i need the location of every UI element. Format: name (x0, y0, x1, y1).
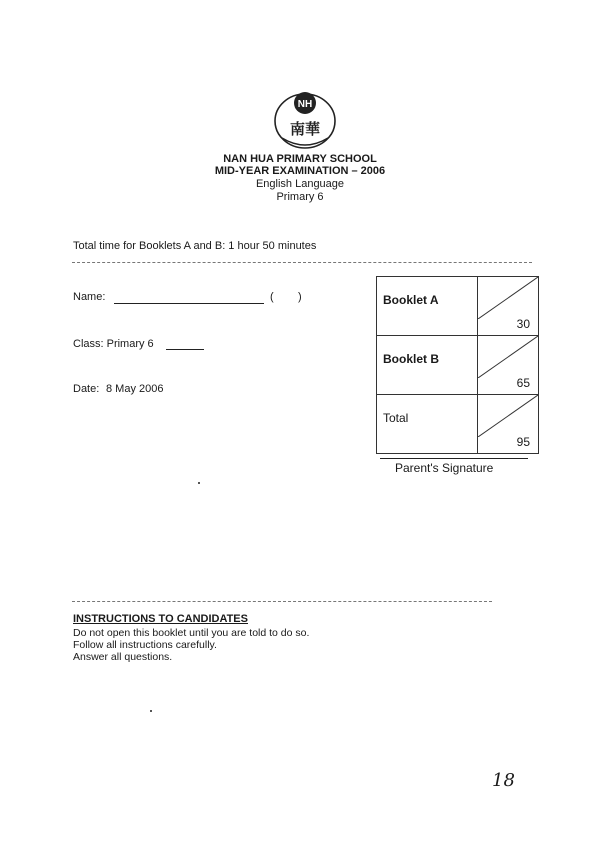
date-value: 8 May 2006 (106, 383, 164, 395)
date-label: Date: (73, 383, 100, 395)
score-diagonal (478, 336, 538, 378)
score-diagonal (478, 277, 538, 319)
score-cell[interactable] (478, 277, 539, 336)
instruction-line: Follow all instructions carefully. (73, 639, 217, 651)
register-number-open: ( (270, 291, 274, 303)
score-table (376, 276, 539, 454)
score-row-label: Booklet B (377, 336, 478, 395)
signature-label: Parent's Signature (395, 461, 494, 475)
scan-speck (150, 710, 152, 712)
score-max: 65 (516, 376, 530, 390)
score-row (377, 336, 539, 395)
score-cell[interactable] (478, 336, 539, 395)
instructions-heading: INSTRUCTIONS TO CANDIDATES (73, 613, 248, 625)
name-field[interactable] (114, 303, 264, 304)
name-label: Name: (73, 291, 106, 303)
subject: English Language (255, 178, 345, 190)
instruction-line: Do not open this booklet until you are told to do so. (73, 627, 310, 639)
level: Primary 6 (276, 191, 324, 203)
signature-line[interactable] (380, 458, 528, 459)
logo-monogram: NH (297, 99, 313, 110)
divider (72, 262, 532, 263)
score-row (377, 395, 539, 454)
score-row-label: Booklet A (377, 277, 478, 336)
school-logo (272, 88, 338, 150)
divider (72, 601, 492, 602)
class-field[interactable] (166, 349, 204, 350)
school-name: NAN HUA PRIMARY SCHOOL (223, 153, 377, 165)
scan-speck (198, 482, 200, 484)
score-row-label: Total (377, 395, 478, 454)
class-label: Class: Primary 6 (73, 338, 154, 350)
score-diagonal (478, 395, 538, 437)
score-row (377, 277, 539, 336)
page-number: 18 (492, 770, 515, 791)
score-max: 95 (516, 435, 530, 449)
score-cell[interactable] (478, 395, 539, 454)
logo-chinese-text: 南華 (289, 120, 321, 138)
register-number-close: ) (298, 291, 302, 303)
instruction-line: Answer all questions. (73, 651, 173, 663)
total-time: Total time for Booklets A and B: 1 hour 50 minutes (73, 240, 317, 252)
exam-title: MID-YEAR EXAMINATION – 2006 (214, 165, 386, 177)
score-max: 30 (516, 317, 530, 331)
